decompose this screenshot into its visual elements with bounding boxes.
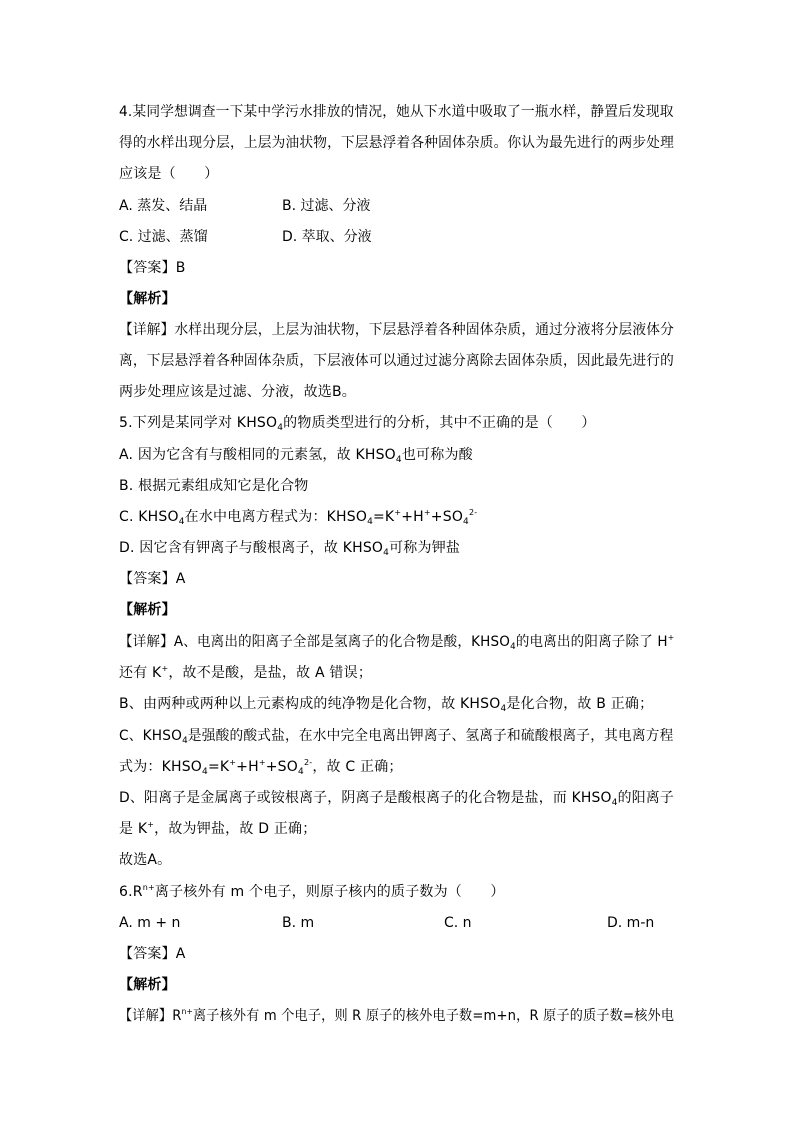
q5-conclusion: 故选A。 (119, 852, 172, 868)
q6-option-c: C. n (444, 915, 472, 931)
q5-detail-line-3: B、由两种或两种以上元素构成的纯净物是化合物，故 $KHSO_4$是化合物，故 B 正确； (119, 696, 654, 714)
q6-option-b: B. m (282, 915, 315, 931)
q4-stem-line-2: 得的水样出现分层，上层为油状物，下层悬浮着各种固体杂质。你认为最先进行的两步处理 (119, 135, 674, 151)
q4-detail-line-1: 【详解】水样出现分层，上层为油状物，下层悬浮着各种固体杂质，通过分液将分层液体分 (119, 322, 674, 338)
q6-answer: 【答案】A (119, 946, 186, 962)
q6-analysis-title: 【解析】 (119, 977, 176, 993)
q5-detail-line-6: D、阳离子是金属离子或铵根离子，阴离子是酸根离子的化合物是盐，而 $KHSO_4$的阳离子 (119, 790, 674, 808)
q5-detail-line-4: C、$KHSO_4$是强酸的酸式盐，在水中完全电离出钾离子、氢离子和硫酸根离子，其电离方程 (119, 728, 674, 746)
q4-option-a: A. 蒸发、结晶 (119, 198, 208, 214)
q5-stem: 5.下列是某同学对 $KHSO_4$的物质类型进行的分析，其中不正确的是（ ） (119, 415, 596, 433)
q4-option-b: B. 过滤、分液 (282, 198, 371, 214)
q6-option-d: D. m-n (607, 915, 655, 931)
q6-detail-line-1: 【详解】$R^{n+}$离子核外有 m 个电子，则 R 原子的核外电子数=m+n，R 原子的质子数=核外电 (119, 1007, 675, 1024)
q4-option-c: C. 过滤、蒸馏 (119, 229, 208, 245)
q5-answer: 【答案】A (119, 571, 186, 587)
q6-stem: $6.R^{n+}$离子核外有 m 个电子，则原子核内的质子数为（ ） (119, 883, 505, 900)
q5-option-c: C. $KHSO_4$在水中电离方程式为：$KHSO_4=K^++H^++SO_4^{2-}$ (119, 508, 478, 527)
q4-stem-line-1: 4.某同学想调查一下某中学污水排放的情况，她从下水道中吸取了一瓶水样，静置后发现取 (119, 104, 674, 120)
q4-analysis-title: 【解析】 (119, 291, 176, 307)
q4-detail-line-2: 离，下层悬浮着各种固体杂质，下层液体可以通过过滤分离除去固体杂质，因此最先进行的 (119, 353, 674, 369)
q5-detail-line-7: 是 K+，故为钾盐，故 D 正确； (119, 820, 317, 837)
q4-answer: 【答案】B (119, 260, 186, 276)
q5-option-a: A. 因为它含有与酸相同的元素氢，故 $KHSO_4$也可称为酸 (119, 447, 473, 465)
q5-option-d: D. 因它含有钾离子与酸根离子，故 $KHSO_4$可称为钾盐 (119, 540, 461, 558)
q4-detail-line-3: 两步处理应该是过滤、分液，故选B。 (119, 384, 357, 400)
q4-option-d: D. 萃取、分液 (282, 229, 372, 245)
q4-stem-line-3: 应该是（ ） (119, 166, 219, 182)
q5-detail-line-5: 式为：$KHSO_4=K^++H^++SO_4^{2-}$，故 C 正确； (119, 758, 403, 777)
q5-detail-line-1: 【详解】A、电离出的阳离子全部是氢离子的化合物是酸，$KHSO_4$的电离出的阳离子除了 H+ (119, 633, 675, 652)
q5-option-b: B. 根据元素组成知它是化合物 (119, 478, 309, 494)
q5-detail-line-2: 还有 K+，故不是酸，是盐，故 A 错误； (119, 664, 373, 681)
q6-option-a: A. m + n (119, 915, 181, 931)
q5-analysis-title: 【解析】 (119, 602, 176, 618)
